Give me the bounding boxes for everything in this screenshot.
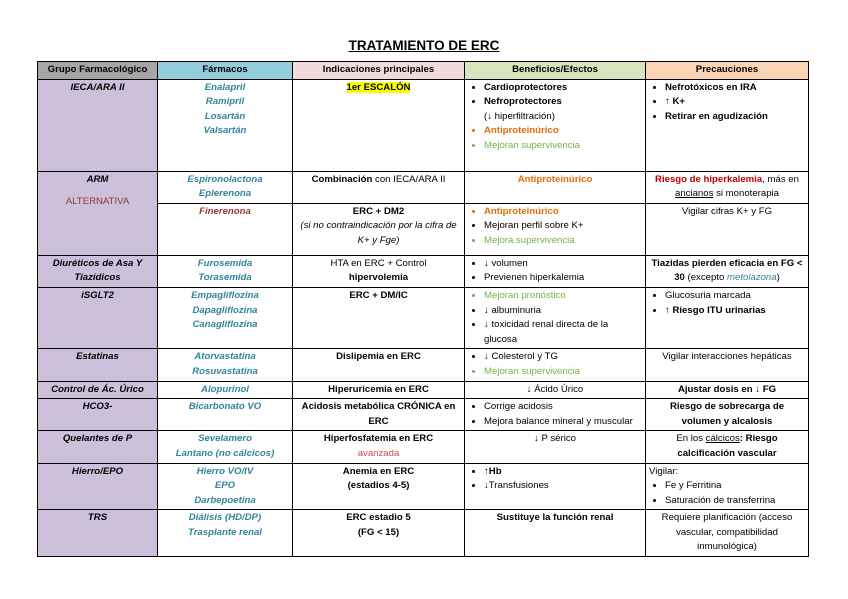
precaution-text: , más en [762, 173, 799, 185]
indication-bold: Hiperuricemia en ERC [328, 383, 429, 395]
benefit-item: • Cardioprotectores [484, 81, 642, 96]
indication-text: con IECA/ARA II [375, 173, 446, 185]
precautions-cell [646, 431, 809, 463]
indication-bold: Acidosis metabólica CRÓNICA en ERC [301, 401, 456, 427]
drug-name: Canagliflozina [192, 319, 258, 331]
precautions-cell [646, 287, 809, 348]
drug-name: Dapagliflozina [192, 304, 258, 316]
benefit-note: (↓ hiperfiltración) [484, 110, 555, 122]
precautions-cell [646, 255, 809, 287]
indication-cell [293, 203, 465, 255]
benefits-cell [465, 287, 646, 348]
benefit-item: • ↓Transfusiones [484, 479, 642, 494]
group-cell: Quelantes de P [38, 431, 158, 463]
indication-bold: ERC + DM2 [352, 205, 405, 217]
drug-name: Trasplante renal [188, 526, 262, 538]
group-cell [38, 171, 158, 255]
precaution-underlined: ancianos [675, 188, 714, 200]
drugs-cell [158, 431, 293, 463]
precaution-text: En los [676, 433, 706, 445]
precaution-item: • Fe y Ferritina [665, 479, 805, 494]
precautions-cell [646, 349, 809, 381]
benefits-cell [465, 399, 646, 431]
indication-cell [293, 431, 465, 463]
drugs-cell [158, 171, 293, 203]
precautions-cell [646, 463, 809, 510]
drug-name: Ramipril [205, 96, 245, 108]
drugs-cell [158, 203, 293, 255]
precautions-cell [646, 171, 809, 203]
indication-bold: Dislipemia en ERC [336, 351, 421, 363]
precaution-item: • Nefrotóxicos en IRA [665, 81, 805, 96]
table-row [38, 287, 809, 348]
drug-name: Torasemida [198, 272, 252, 284]
precautions-cell [646, 510, 809, 557]
precaution-text: Ajustar dosis en ↓ FG [677, 383, 777, 395]
group-cell: IECA/ARA II [38, 79, 158, 171]
drug-name: Diálisis (HD/DP) [188, 512, 262, 524]
table-row [38, 399, 809, 431]
drugs-cell [158, 349, 293, 381]
benefit-item: • Nefroprotectores [484, 95, 642, 110]
table-row [38, 431, 809, 463]
drug-name: Alopurinol [201, 383, 249, 395]
precaution-underlined: cálcicos [705, 433, 740, 445]
benefit-item: • ↓ toxicidad renal directa de la glucosa [484, 318, 642, 347]
drug-name: Espironolactona [187, 173, 263, 185]
precaution-text: (excepto [684, 272, 727, 284]
table-row [38, 349, 809, 381]
drug-name: Valsartán [203, 125, 247, 137]
indication-bold: ERC + DM/IC [349, 289, 408, 301]
benefits-cell [465, 349, 646, 381]
indication-cell [293, 381, 465, 399]
drug-name: Rosuvastatina [192, 365, 258, 377]
precaution-text: si monoterapia [713, 188, 779, 200]
indication-cell [293, 287, 465, 348]
benefit-item: ↓ P sérico [534, 433, 576, 445]
precaution-text: Riesgo de sobrecarga de volumen y alcalosis [669, 401, 785, 427]
drug-name: Eplerenona [198, 188, 252, 200]
group-cell: Hierro/EPO [38, 463, 158, 510]
drug-name: Sevelamero [198, 433, 252, 445]
precaution-item: • Glucosuria marcada [665, 289, 805, 304]
header-drugs: Fármacos [158, 62, 293, 80]
benefit-item: Sustituye la función renal [496, 512, 614, 524]
precaution-text: Vigilar cifras K+ y FG [681, 205, 773, 217]
precautions-cell [646, 399, 809, 431]
benefit-item: • Mejora balance mineral y muscular [484, 415, 642, 430]
precaution-text: Requiere planificación (acceso vascular, compatibilidad inmunológica) [661, 512, 793, 553]
benefits-cell [465, 203, 646, 255]
precaution-item: • Retirar en agudización [665, 110, 805, 125]
indication-cell [293, 171, 465, 203]
page-title: TRATAMIENTO DE ERC [348, 38, 500, 53]
drugs-cell [158, 399, 293, 431]
indication-bold: ERC estadio 5 [346, 512, 411, 524]
indication-bold: Combinación [311, 173, 373, 185]
drugs-cell [158, 255, 293, 287]
table-row [38, 463, 809, 510]
table-row [38, 381, 809, 399]
drugs-cell [158, 381, 293, 399]
table-row [38, 171, 809, 203]
indication-bold: (FG < 15) [357, 526, 400, 538]
indication-cell [293, 349, 465, 381]
benefits-cell [465, 431, 646, 463]
group-cell: HCO3- [38, 399, 158, 431]
header-precautions: Precauciones [646, 62, 809, 80]
benefit-item: • Corrige acidosis [484, 400, 642, 415]
precaution-item: • Saturación de transferrina [665, 494, 805, 509]
drug-name: Losartán [204, 110, 246, 122]
precaution-drug: metolazona [727, 272, 777, 284]
table-row [38, 510, 809, 557]
benefit-item: • ↓ Colesterol y TG [484, 350, 642, 365]
precautions-cell [646, 79, 809, 171]
benefits-cell [465, 381, 646, 399]
benefit-item: • ↓ volumen [484, 257, 642, 272]
indication-cell [293, 79, 465, 171]
indication-note: avanzada [357, 447, 400, 459]
indication-bold: Hiperfosfatemia en ERC [323, 433, 434, 445]
benefit-item: • Mejora supervivencia [484, 234, 642, 249]
precautions-cell [646, 381, 809, 399]
precaution-bold: < 30 [674, 257, 803, 284]
precaution-risk: Riesgo de hiperkalemia [655, 173, 763, 185]
group-label: ARM [86, 173, 109, 185]
indication-cell [293, 463, 465, 510]
indication-text: HTA en ERC + Control [330, 257, 427, 269]
benefit-item: • Mejoran supervivencia [484, 365, 642, 380]
table-row [38, 255, 809, 287]
drugs-cell [158, 79, 293, 171]
benefit-item: • Mejoran perfil sobre K+ [484, 219, 642, 234]
drug-name: EPO [214, 480, 236, 492]
drug-name: Bicarbonato VO [188, 401, 262, 413]
drug-name: Lantano (no cálcicos) [175, 447, 275, 459]
treatment-table [37, 61, 809, 557]
indication-note: (si no contraindicación por la cifra de K+ y Fge) [300, 220, 457, 246]
benefit-item: • Antiproteinúrico [484, 124, 642, 139]
precaution-item: • ↑ K+ [665, 95, 805, 110]
indication-cell [293, 255, 465, 287]
drug-name: Atorvastatina [194, 351, 256, 363]
precaution-item: • ↑ Riesgo ITU urinarias [665, 304, 805, 319]
group-cell: iSGLT2 [38, 287, 158, 348]
benefit-item: • Mejoran pronóstico [484, 289, 642, 304]
drug-name: Darbepoetina [194, 494, 256, 506]
group-cell: TRS [38, 510, 158, 557]
benefits-cell [465, 463, 646, 510]
precaution-bold: Tiazidas pierden eficacia en FG [651, 257, 795, 269]
benefits-cell [465, 255, 646, 287]
benefit-item: • Previenen hiperkalemia [484, 271, 642, 286]
drug-name: Finerenona [199, 205, 251, 217]
indication-bold: (estadios 4-5) [347, 480, 410, 492]
benefit-item: • Mejoran supervivencia [484, 139, 642, 154]
benefit-item: Antiproteinúrico [517, 173, 593, 185]
benefit-item: ↓ Ácido Úrico [526, 383, 584, 395]
indication-bold: hipervolemia [348, 272, 409, 284]
benefit-item: • ↓ albuminuria [484, 304, 642, 319]
drug-name: Empagliflozina [191, 289, 259, 301]
group-cell: Diuréticos de Asa Y Tiazídicos [38, 255, 158, 287]
indication-bold: Anemia en ERC [342, 465, 415, 477]
benefits-cell [465, 171, 646, 203]
group-cell: Estatinas [38, 349, 158, 381]
drug-name: Hierro VO/IV [196, 465, 254, 477]
drug-name: Enalapril [204, 81, 246, 93]
drugs-cell [158, 510, 293, 557]
first-step-highlight: 1er ESCALÓN [346, 81, 411, 93]
indication-cell [293, 510, 465, 557]
group-cell: Control de Ác. Úrico [38, 381, 158, 399]
alternative-label: ALTERNATIVA [65, 196, 130, 208]
benefits-cell [465, 510, 646, 557]
precaution-bold: : Riesgo calcificación vascular [677, 433, 778, 459]
benefit-item: • Antiproteinúrico [484, 205, 642, 220]
table-row [38, 79, 809, 171]
benefit-item: • ↑Hb [484, 465, 642, 480]
header-group: Grupo Farmacológico [38, 62, 158, 80]
precaution-head: Vigilar: [649, 465, 679, 477]
drug-name: Furosemida [197, 257, 253, 269]
drugs-cell [158, 463, 293, 510]
precaution-text: Vigilar interacciones hepáticas [662, 351, 792, 363]
indication-cell [293, 399, 465, 431]
header-indications: Indicaciones principales [293, 62, 465, 80]
precaution-text: ) [776, 272, 780, 284]
header-benefits: Beneficios/Efectos [465, 62, 646, 80]
benefits-cell [465, 79, 646, 171]
drugs-cell [158, 287, 293, 348]
header-row [38, 62, 809, 80]
precautions-cell [646, 203, 809, 255]
